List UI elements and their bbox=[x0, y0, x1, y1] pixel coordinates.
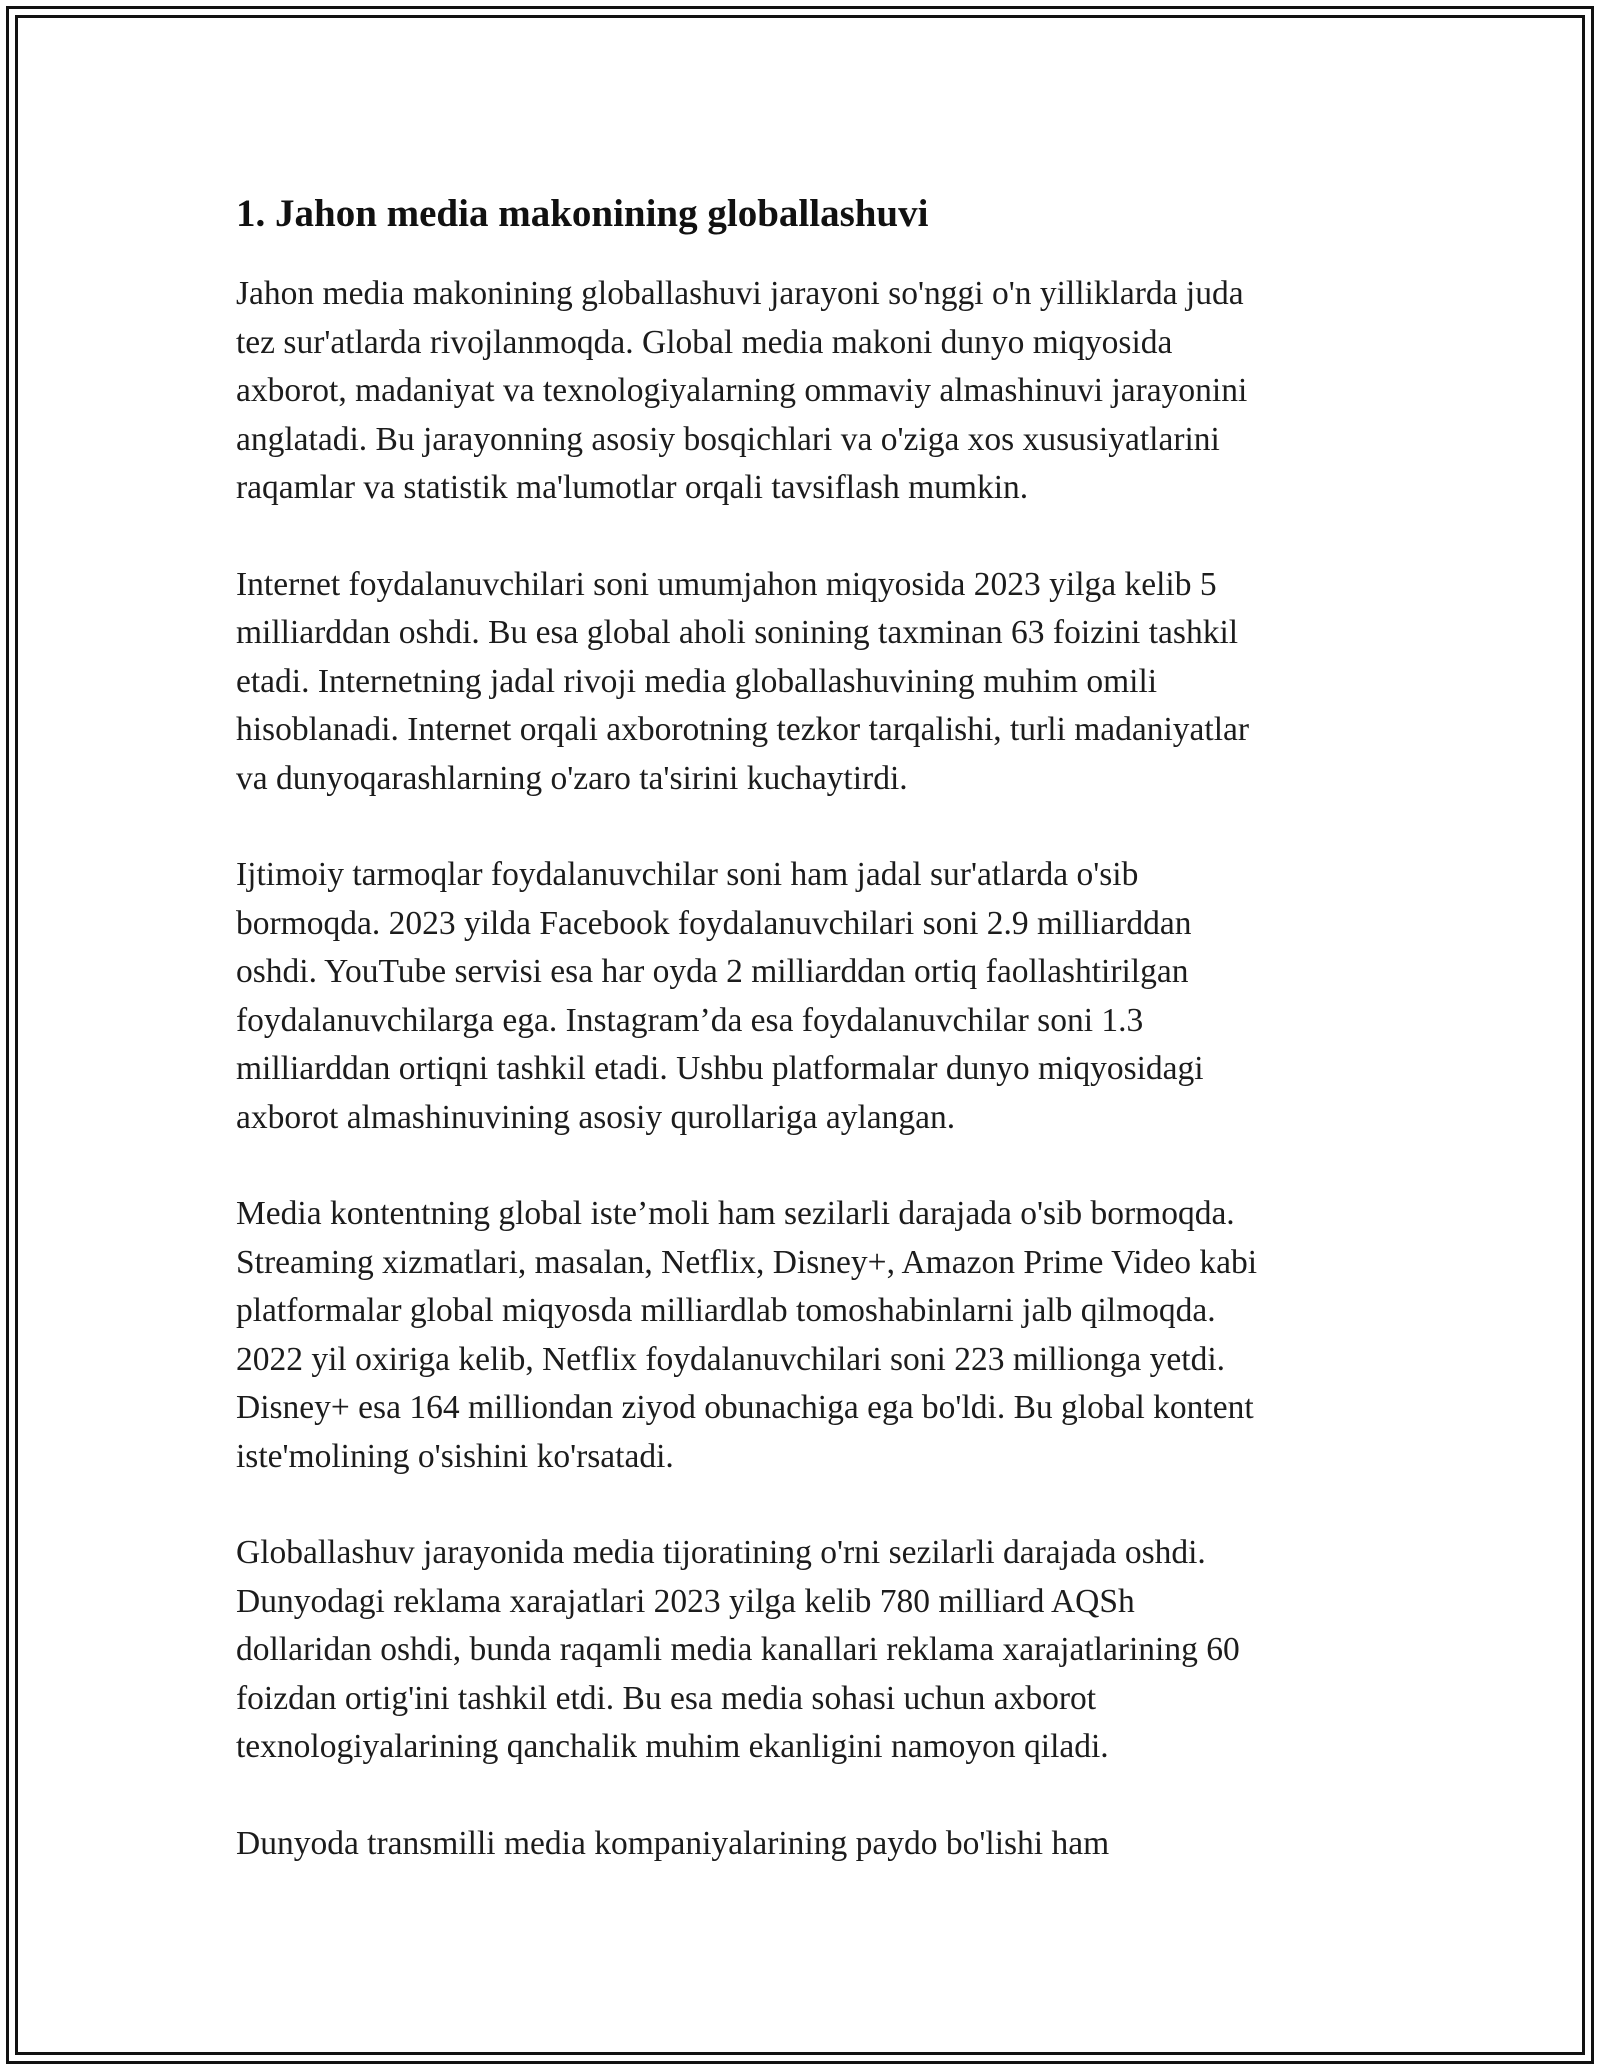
line: Dunyodagi reklama xarajatlari 2023 yilga kelib 780 milliard AQSh bbox=[236, 1582, 1135, 1620]
line: bormoqda. 2023 yilda Facebook foydalanuvchilari soni 2.9 milliarddan bbox=[236, 904, 1192, 942]
line: tez sur'atlarda rivojlanmoqda. Global media makoni dunyo miqyosida bbox=[236, 323, 1173, 361]
line: Disney+ esa 164 milliondan ziyod obunachiga ega bo'ldi. Bu global kontent bbox=[236, 1389, 1254, 1426]
line: anglatadi. Bu jarayonning asosiy bosqichlari va o'ziga xos xususiyatlarini bbox=[236, 420, 1220, 458]
line: iste'molining o'sishini ko'rsatadi. bbox=[236, 1437, 674, 1475]
line: dollaridan oshdi, bunda raqamli media kanallari reklama xarajatlarining 60 bbox=[236, 1631, 1240, 1668]
line: Streaming xizmatlari, masalan, Netflix, Disney+, Amazon Prime Video kabi bbox=[236, 1243, 1258, 1281]
paragraph-social-networks bbox=[236, 851, 1366, 1142]
line: va dunyoqarashlarning o'zaro ta'sirini kuchaytirdi. bbox=[236, 759, 908, 797]
document-body bbox=[236, 186, 1386, 1916]
line: Jahon media makonining globallashuvi jarayoni so'nggi o'n yilliklarda juda bbox=[236, 275, 1244, 312]
line: milliarddan oshdi. Bu esa global aholi sonining taxminan 63 foizini tashkil bbox=[236, 614, 1239, 651]
line: milliarddan ortiqni tashkil etadi. Ushbu platformalar dunyo miqyosidagi bbox=[236, 1050, 1204, 1087]
line: raqamlar va statistik ma'lumotlar orqali tavsiflash mumkin. bbox=[236, 469, 1029, 506]
paragraph-media-content bbox=[236, 1190, 1366, 1481]
line: etadi. Internetning jadal rivoji media globallashuvining muhim omili bbox=[236, 662, 1158, 700]
line: axborot almashinuvining asosiy qurollariga aylangan. bbox=[236, 1098, 956, 1136]
line: Dunyoda transmilli media kompaniyalarining paydo bo'lishi ham bbox=[236, 1824, 1110, 1862]
paragraph-intro bbox=[236, 270, 1366, 513]
line: oshdi. YouTube servisi esa har oyda 2 milliarddan ortiq faollashtirilgan bbox=[236, 953, 1189, 990]
line: foydalanuvchilarga ega. Instagram’da esa foydalanuvchilar soni 1.3 bbox=[236, 1001, 1144, 1039]
line: 2022 yil oxiriga kelib, Netflix foydalanuvchilari soni 223 millionga yetdi. bbox=[236, 1340, 1226, 1378]
paragraph-transnational bbox=[236, 1820, 1366, 1869]
line: Internet foydalanuvchilari soni umumjahon miqyosida 2023 yilga kelib 5 bbox=[236, 565, 1217, 603]
line: foizdan ortig'ini tashkil etdi. Bu esa media sohasi uchun axborot bbox=[236, 1679, 1097, 1717]
line: hisoblanadi. Internet orqali axborotning tezkor tarqalishi, turli madaniyatlar bbox=[236, 711, 1250, 748]
paragraph-media-commerce bbox=[236, 1529, 1366, 1772]
section-heading: 1. Jahon media makonining globallashuvi bbox=[236, 192, 929, 235]
line: axborot, madaniyat va texnologiyalarning ommaviy almashinuvi jarayonini bbox=[236, 372, 1248, 409]
line: Ijtimoiy tarmoqlar foydalanuvchilar soni ham jadal sur'atlarda o'sib bbox=[236, 856, 1139, 893]
line: texnologiyalarining qanchalik muhim ekanligini namoyon qiladi. bbox=[236, 1728, 1109, 1765]
paragraph-internet bbox=[236, 561, 1366, 804]
line: Media kontentning global iste’moli ham sezilarli darajada o'sib bormoqda. bbox=[236, 1195, 1235, 1232]
line: platformalar global miqyosda milliardlab tomoshabinlarni jalb qilmoqda. bbox=[236, 1292, 1216, 1329]
line: Globallashuv jarayonida media tijoratining o'rni sezilarli darajada oshdi. bbox=[236, 1534, 1206, 1571]
